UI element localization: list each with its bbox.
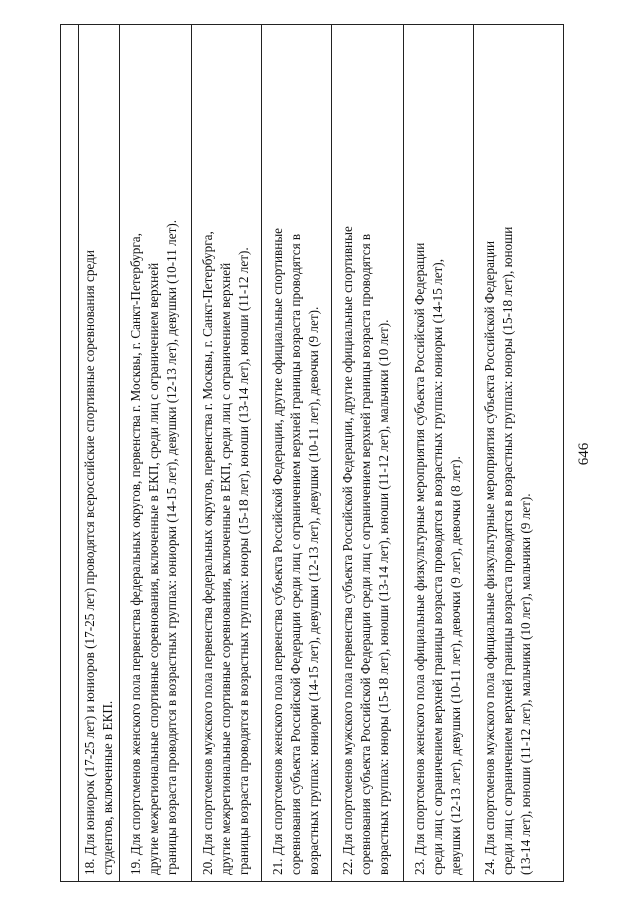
table-row <box>127 25 180 881</box>
row-text-line: студентов, включенные в ЕКП. <box>99 700 115 875</box>
table-row <box>81 25 117 881</box>
row-text-line: границы возраста проводятся в возрастных группах: юниорки (14-15 лет), девушки (12-13 лет), девушки (10-11 лет). <box>163 219 179 875</box>
row-text-line: девушки (12-13 лет), девушки (10-11 лет), девочки (9 лет), девочки (8 лет). <box>447 456 463 875</box>
row-text-line: соревнования субъекта Российской Федерации среди лиц с ограничением верхней границы возраста проводятся в <box>357 233 373 875</box>
row-separator <box>261 25 262 881</box>
row-separator <box>191 25 192 881</box>
table-row <box>199 25 252 881</box>
table-row <box>339 25 392 881</box>
row-text-line: возрастных группах: юноры (15-18 лет), юноши (13-14 лет), юноши (11-12 лет), мальчики (10 лет). <box>375 319 391 875</box>
table-row <box>411 25 464 881</box>
row-separator <box>119 25 120 881</box>
row-text-line: соревнования субъекта Российской Федерации среди лиц с ограничением верхней границы возраста проводятся в <box>287 233 303 875</box>
row-text-line: 20. Для спортсменов мужского пола первенства федеральных округов, первенства г. Москвы, г. Санкт-Петербурга, <box>200 231 215 875</box>
table-body <box>79 25 563 881</box>
row-separator <box>331 25 332 881</box>
row-text-line: 21. Для спортсменов женского пола первенства субъекта Российской Федерации, другие официальные спортивные <box>270 227 285 875</box>
row-separator <box>473 25 474 881</box>
table-row <box>481 25 534 881</box>
row-text-line: 24. Для спортсменов мужского пола официальные физкультурные мероприятия субъекта Российской Федерации <box>482 240 497 875</box>
row-text-line: среди лиц с ограничением верхней границы возраста проводятся в возрастных группах: юноры (15-18 лет), юноши <box>499 226 515 875</box>
row-text-line: возрастных группах: юниорки (14-15 лет), девушки (12-13 лет), девушки (10-11 лет), девочки (9 лет). <box>305 306 321 875</box>
row-text-line: 18. Для юниорок (17-25 лет) и юниоров (17-25 лет) проводятся всероссийские спортивные соревнования среди <box>82 250 97 875</box>
page-number: 646 <box>576 442 592 466</box>
row-text-line: 19. Для спортсменов женского пола первенства федеральных округов, первенства г. Москвы, г. Санкт-Петербурга, <box>128 233 143 875</box>
row-text-line: другие межрегиональные спортивные соревнования, включенные в ЕКП, среди лиц с ограничением верхней <box>145 262 161 875</box>
row-text-line: 23. Для спортсменов женского пола официальные физкультурные мероприятия субъекта Российской Федерации <box>412 242 427 875</box>
row-text-line: границы возраста проводятся в возрастных группах: юноры (15-18 лет), юноши (13-14 лет), юноши (11-12 лет). <box>235 247 251 875</box>
row-text-line: 22. Для спортсменов мужского пола первенства субъекта Российской Федерации, другие официальные спортивные <box>340 226 355 875</box>
row-separator <box>403 25 404 881</box>
rules-table <box>60 24 564 882</box>
row-text-line: (13-14 лет), юноши (11-12 лет), мальчики (10 лет), мальчики (9 лет). <box>517 493 533 875</box>
row-text-line: другие межрегиональные спортивные соревнования, включенные в ЕКП, среди лиц с ограничением верхней <box>217 262 233 875</box>
row-text-line: среди лиц с ограничением верхней границы возраста проводятся в возрастных группах: юниорки (14-15 лет), <box>429 259 445 875</box>
table-row <box>269 25 322 881</box>
